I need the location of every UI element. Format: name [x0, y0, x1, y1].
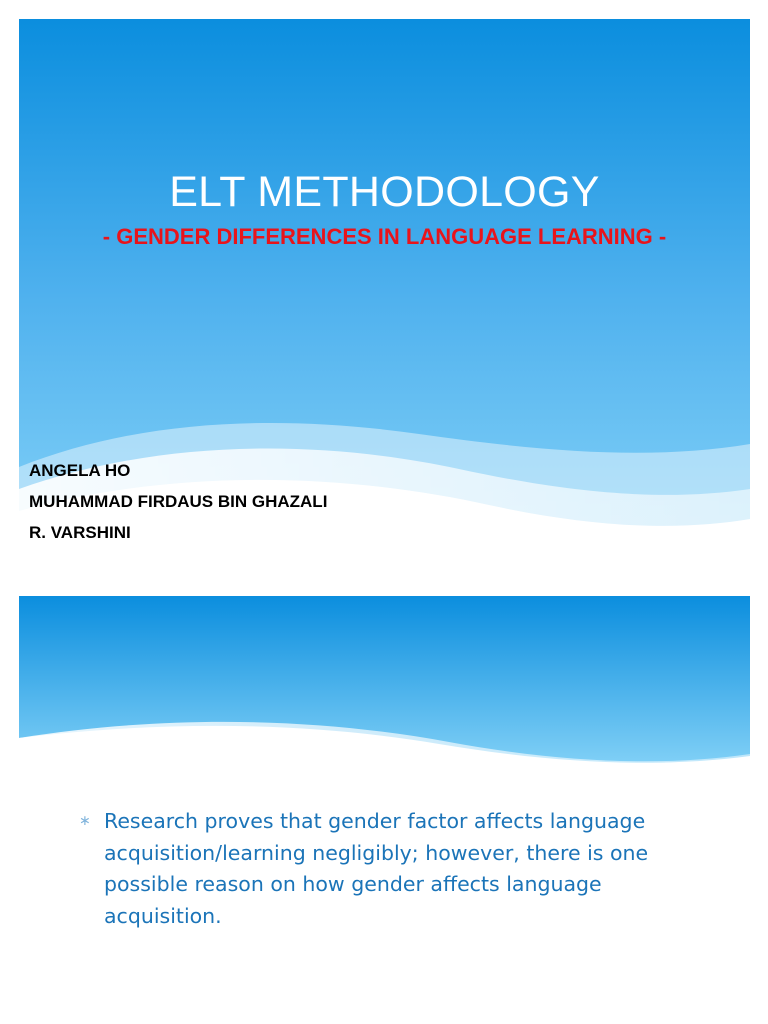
content-slide	[19, 596, 750, 1024]
bullet-list	[79, 806, 699, 932]
asterisk-bullet-icon: ∗	[79, 813, 91, 829]
bullet-item	[79, 806, 699, 932]
slide-title: ELT METHODOLOGY	[169, 168, 600, 216]
slide-header-wave	[19, 596, 750, 796]
author-name: ANGELA HO	[29, 461, 131, 480]
slide-subtitle: - GENDER DIFFERENCES IN LANGUAGE LEARNING -	[102, 224, 667, 249]
author-list	[29, 455, 327, 548]
author-name: R. VARSHINI	[29, 523, 131, 542]
title-slide	[19, 19, 750, 572]
author-name: MUHAMMAD FIRDAUS BIN GHAZALI	[29, 492, 328, 511]
bullet-text: Research proves that gender factor affects language acquisition/learning negligibly; however, there is one possible reason on how gender affects language acquisition.	[104, 809, 649, 928]
